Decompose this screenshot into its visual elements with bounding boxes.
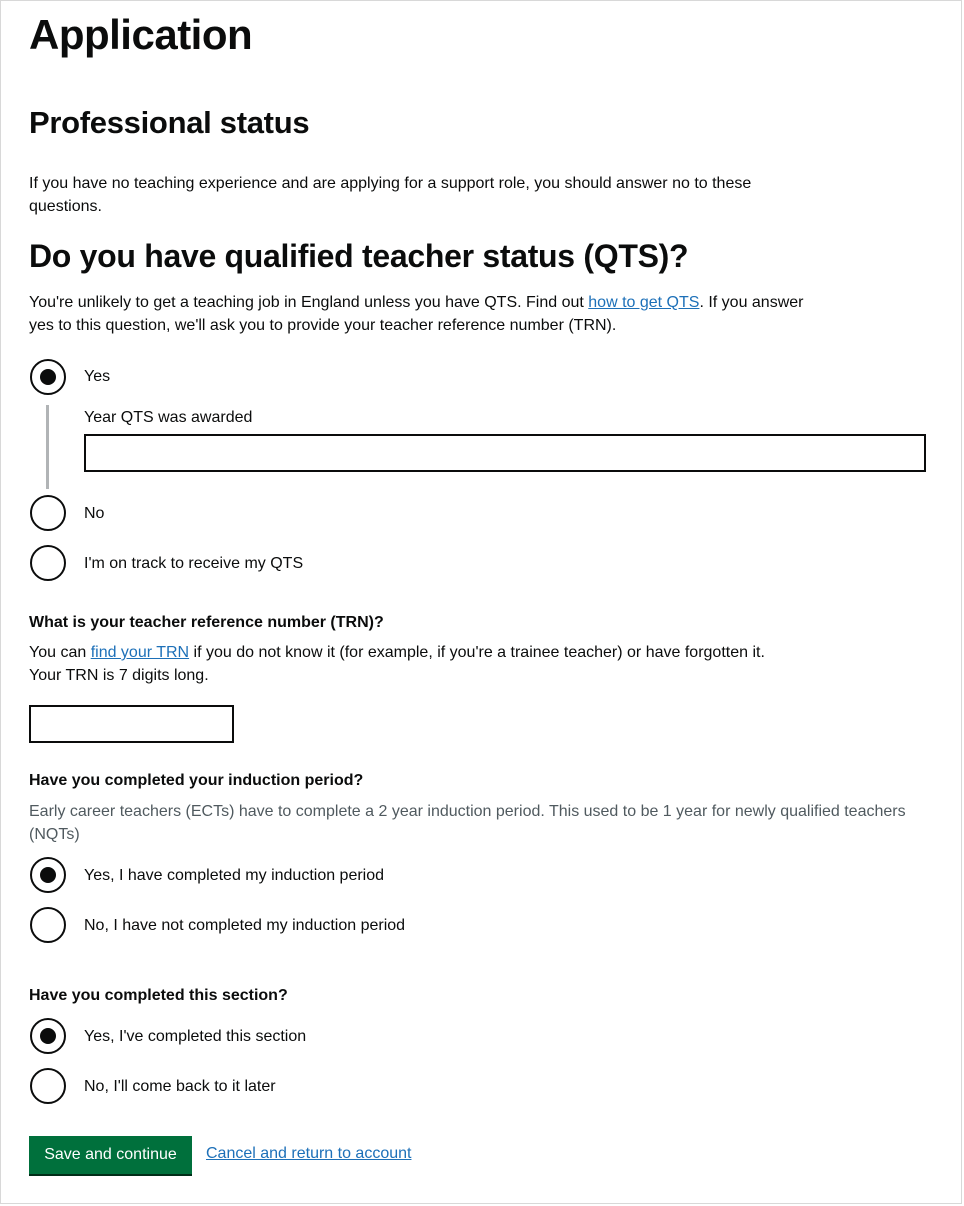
- qts-no-label[interactable]: No: [84, 505, 105, 522]
- intro-text: If you have no teaching experience and are applying for a support role, you should answer no to these questions.: [29, 175, 752, 215]
- trn-hint-text: You can: [29, 644, 91, 661]
- section-complete-yes-radio[interactable]: [30, 1018, 66, 1054]
- qts-description-text: You're unlikely to get a teaching job in England unless you have QTS. Find out: [29, 294, 589, 311]
- induction-hint: Early career teachers (ECTs) have to complete a 2 year induction period. This used to be 1 year for newly qualified teachers (NQTs): [29, 803, 906, 843]
- trn-question: What is your teacher reference number (TRN)?: [29, 614, 384, 631]
- qts-on-track-radio[interactable]: [30, 545, 66, 581]
- conditional-reveal-bar: [46, 405, 49, 489]
- induction-yes-radio[interactable]: [30, 857, 66, 893]
- qts-yes-label[interactable]: Yes: [84, 368, 111, 385]
- trn-length-hint: Your TRN is 7 digits long.: [29, 667, 209, 684]
- section-title: Professional status: [29, 105, 310, 140]
- trn-hint-text-end: if you do not know it (for example, if you're a trainee teacher) or have forgotten it.: [189, 644, 765, 661]
- section-complete-no-radio[interactable]: [30, 1068, 66, 1104]
- induction-yes-label[interactable]: Yes, I have completed my induction period: [84, 867, 385, 884]
- save-and-continue-button[interactable]: Save and continue: [29, 1136, 192, 1174]
- induction-question: Have you completed your induction period?: [29, 772, 364, 789]
- year-qts-input[interactable]: [84, 434, 926, 472]
- induction-no-label[interactable]: No, I have not completed my induction period: [84, 917, 406, 934]
- section-complete-question: Have you completed this section?: [29, 987, 288, 1004]
- qts-description-text-end: . If you answer yes to this question, we'll ask you to provide your teacher reference number (TRN).: [29, 294, 804, 334]
- trn-hint: [29, 641, 909, 687]
- find-your-trn-link[interactable]: find your TRN: [90, 644, 190, 661]
- trn-input[interactable]: [29, 705, 234, 743]
- induction-no-radio[interactable]: [30, 907, 66, 943]
- cancel-and-return-link[interactable]: Cancel and return to account: [206, 1145, 412, 1162]
- page-title: Application: [29, 11, 253, 58]
- qts-heading: Do you have qualified teacher status (QTS)?: [29, 238, 689, 274]
- qts-no-radio[interactable]: [30, 495, 66, 531]
- year-qts-label: Year QTS was awarded: [84, 409, 253, 426]
- qts-description: [29, 291, 819, 337]
- how-to-get-qts-link[interactable]: how to get QTS: [588, 294, 700, 311]
- section-complete-no-label[interactable]: No, I'll come back to it later: [84, 1078, 276, 1095]
- qts-on-track-label[interactable]: I'm on track to receive my QTS: [84, 555, 304, 572]
- qts-yes-radio[interactable]: [30, 359, 66, 395]
- section-complete-yes-label[interactable]: Yes, I've completed this section: [84, 1028, 307, 1045]
